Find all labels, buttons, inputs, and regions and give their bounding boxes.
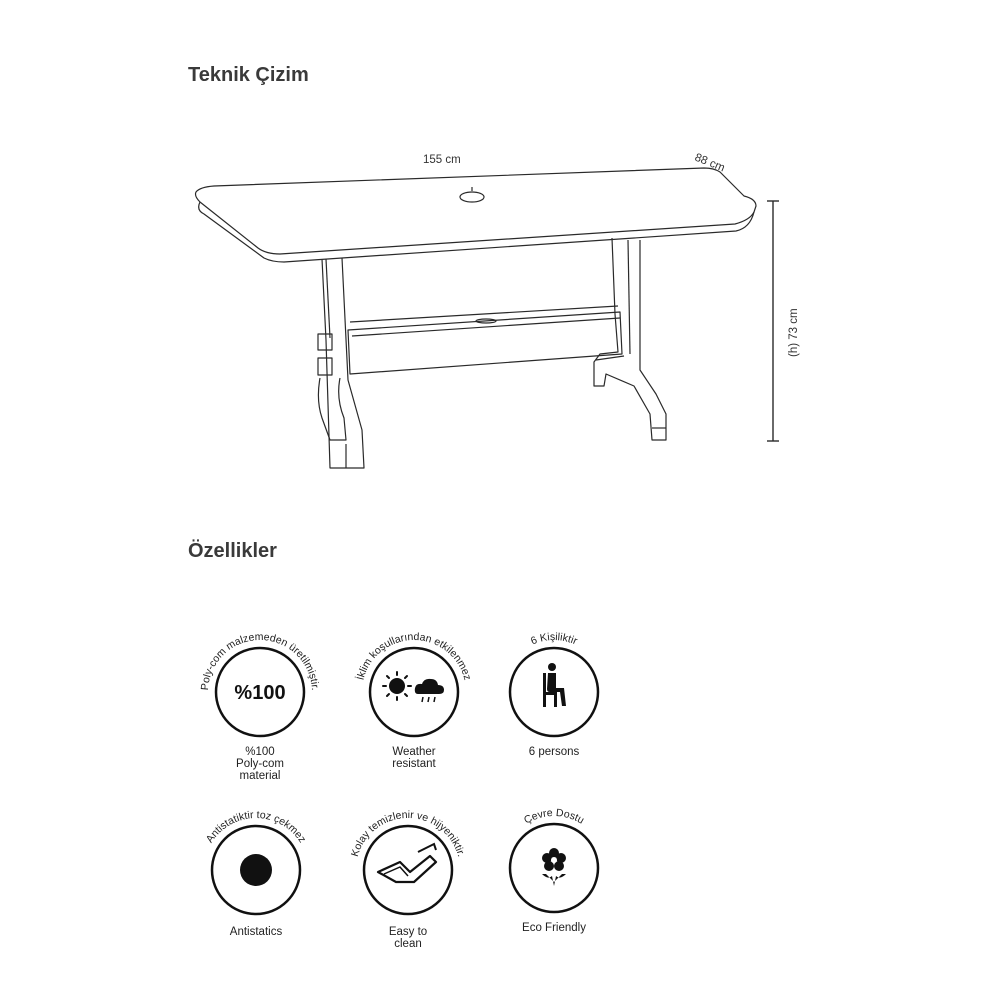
- caption-line: resistant: [392, 758, 436, 770]
- cleaning-wipe-icon: [378, 844, 436, 882]
- feature-caption: [338, 926, 478, 950]
- caption-line: Weather: [392, 746, 436, 758]
- ring-text: 6 Kişiliktir: [529, 630, 580, 648]
- left-leg: [318, 258, 364, 468]
- height-dimension-label: (h) 73 cm: [788, 308, 800, 357]
- feature-caption: [344, 746, 484, 770]
- caption-line: Easy to: [388, 926, 428, 938]
- feature-caption: [484, 922, 624, 934]
- caption-line: 6 persons: [528, 746, 580, 758]
- feature-caption: [190, 746, 330, 782]
- feature-caption: [186, 926, 326, 938]
- caption-line: Poly-com: [236, 758, 284, 770]
- section-title-features: Özellikler: [188, 540, 277, 562]
- caption-line: %100: [245, 746, 275, 758]
- stretcher-beam: [348, 306, 622, 374]
- percent-badge-text: %100: [234, 682, 286, 704]
- ring-text: Kolay temizlenir ve hijyeniktir.: [348, 808, 468, 859]
- feature-weather: [344, 620, 484, 820]
- width-dimension-label: 88 cm: [692, 151, 727, 175]
- ring-text: Poly-com malzemeden üretilmiştir.: [198, 630, 321, 691]
- caption-line: Eco Friendly: [522, 922, 586, 934]
- feature-eco-friendly: [484, 790, 624, 990]
- svg-text:İklim koşullarından etkilenmez: [354, 631, 474, 682]
- feature-antistatic: [186, 792, 326, 992]
- feature-polycom: [190, 620, 330, 820]
- sun-cloud-icon: [383, 672, 444, 702]
- length-dimension-label: 155 cm: [423, 154, 461, 166]
- ring-text: İklim koşullarından etkilenmez: [354, 630, 474, 682]
- caption-line: clean: [394, 938, 422, 950]
- right-leg: [594, 238, 666, 440]
- dot-icon: [240, 854, 272, 886]
- flower-icon: [542, 848, 566, 886]
- badge-ring: [370, 648, 458, 736]
- feature-caption: [484, 746, 624, 758]
- ring-text: Antistatiktir toz çekmez: [203, 808, 309, 846]
- badge-ring: [510, 824, 598, 912]
- table-top-outline: [196, 168, 757, 254]
- section-title-technical-drawing: Teknik Çizim: [188, 64, 309, 86]
- caption-line: material: [239, 770, 281, 782]
- table-top-edge: [199, 202, 754, 262]
- svg-text:Kolay temizlenir ve hijyenikti: [349, 809, 467, 858]
- feature-easy-clean: [338, 792, 478, 992]
- svg-text:6 Kişiliktir: [529, 631, 579, 648]
- seated-person-icon: [543, 663, 566, 707]
- caption-line: Antistatics: [229, 926, 283, 938]
- umbrella-hole: [460, 192, 484, 202]
- ring-text: Çevre Dostu: [522, 806, 587, 827]
